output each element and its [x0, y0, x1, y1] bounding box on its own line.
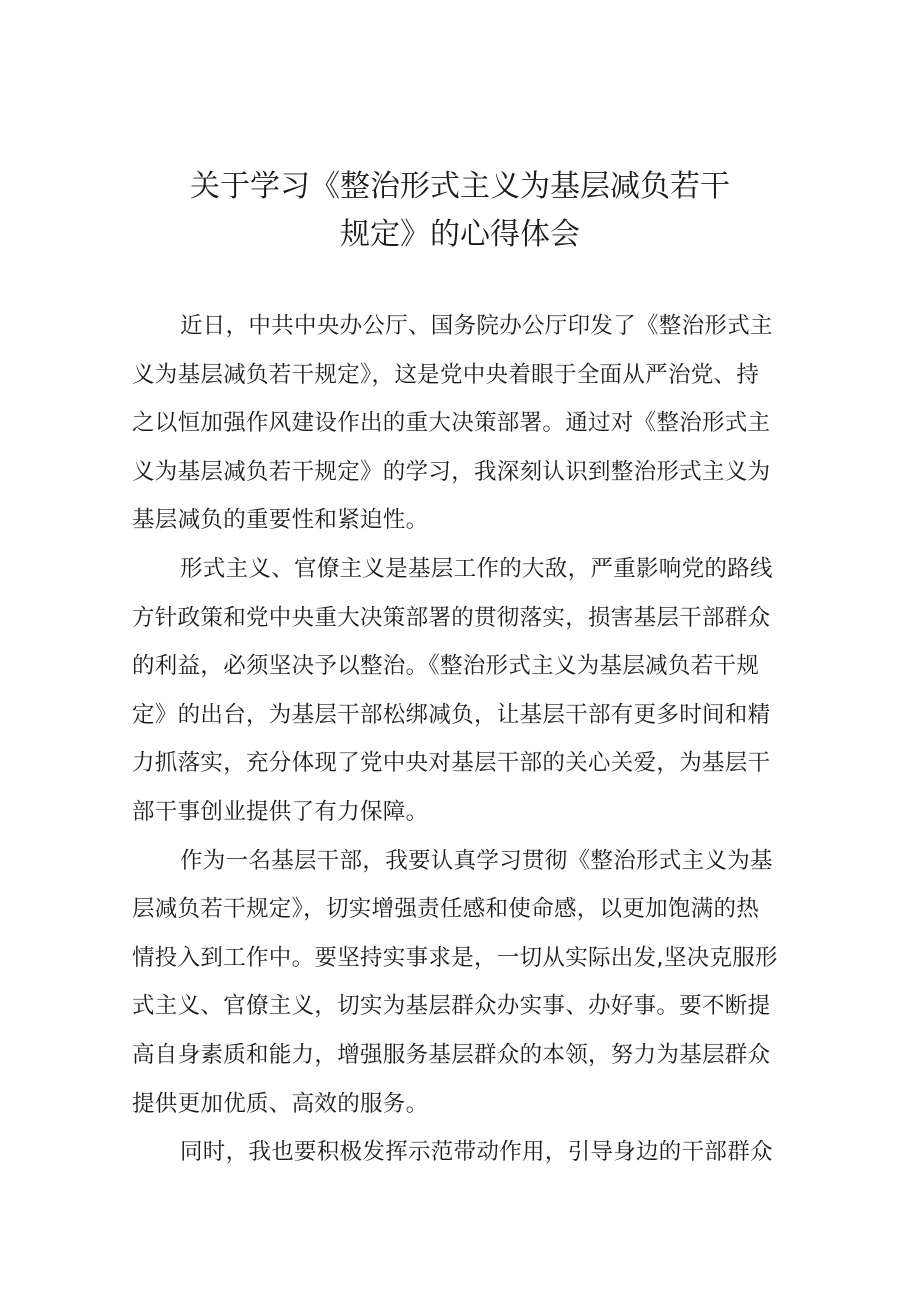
paragraph-line: 层减负若干规定》，切实增强责任感和使命感，以更加饱满的热: [132, 896, 760, 923]
paragraph-line: 式主义、官僚主义，切实为基层群众办实事、办好事。要不断提: [132, 993, 771, 1020]
paragraph-line: 近日，中共中央办公厅、国务院办公厅印发了《整治形式主: [180, 313, 773, 339]
document-title-line-1: 关于学习《整治形式主义为基层减负若干: [190, 169, 730, 204]
paragraph-line: 提供更加优质、高效的服务。: [132, 1090, 429, 1117]
paragraph-line: 高自身素质和能力，增强服务基层群众的本领，努力为基层群众: [132, 1041, 771, 1068]
paragraph-line: 之以恒加强作风建设作出的重大决策部署。通过对《整治形式主: [132, 410, 771, 437]
document-title-line-2: 规定》的心得体会: [340, 217, 580, 252]
document-body: [132, 302, 788, 1177]
paragraph-line: 基层减负的重要性和紧迫性。: [132, 507, 429, 534]
paragraph-line: 定》的出台，为基层干部松绑减负，让基层干部有更多时间和精: [132, 701, 771, 728]
paragraph-3: [132, 837, 788, 1129]
paragraph-line: 情投入到工作中。要坚持实事求是，一切从实际出发,坚决克服形: [132, 944, 778, 971]
paragraph-line: 义为基层减负若干规定》，这是党中央着眼于全面从严治党、持: [132, 361, 760, 388]
paragraph-4: [132, 1128, 788, 1177]
paragraph-2: [132, 545, 788, 837]
paragraph-1: [132, 302, 788, 545]
paragraph-line: 力抓落实，充分体现了党中央对基层干部的关心关爱，为基层干: [132, 750, 771, 777]
paragraph-line: 形式主义、官僚主义是基层工作的大敌，严重影响党的路线: [180, 555, 773, 582]
paragraph-line: 义为基层减负若干规定》的学习，我深刻认识到整治形式主义为: [132, 458, 771, 485]
paragraph-line: 的利益，必须坚决予以整治。《整治形式主义为基层减负若干规: [132, 653, 760, 680]
paragraph-line: 同时，我也要积极发挥示范带动作用，引导身边的干部群众: [180, 1139, 773, 1166]
paragraph-line: 作为一名基层干部，我要认真学习贯彻《整治形式主义为基: [180, 847, 773, 874]
paragraph-line: 方针政策和党中央重大决策部署的贯彻落实，损害基层干部群众: [132, 604, 771, 631]
paragraph-line: 部干事创业提供了有力保障。: [132, 798, 429, 825]
